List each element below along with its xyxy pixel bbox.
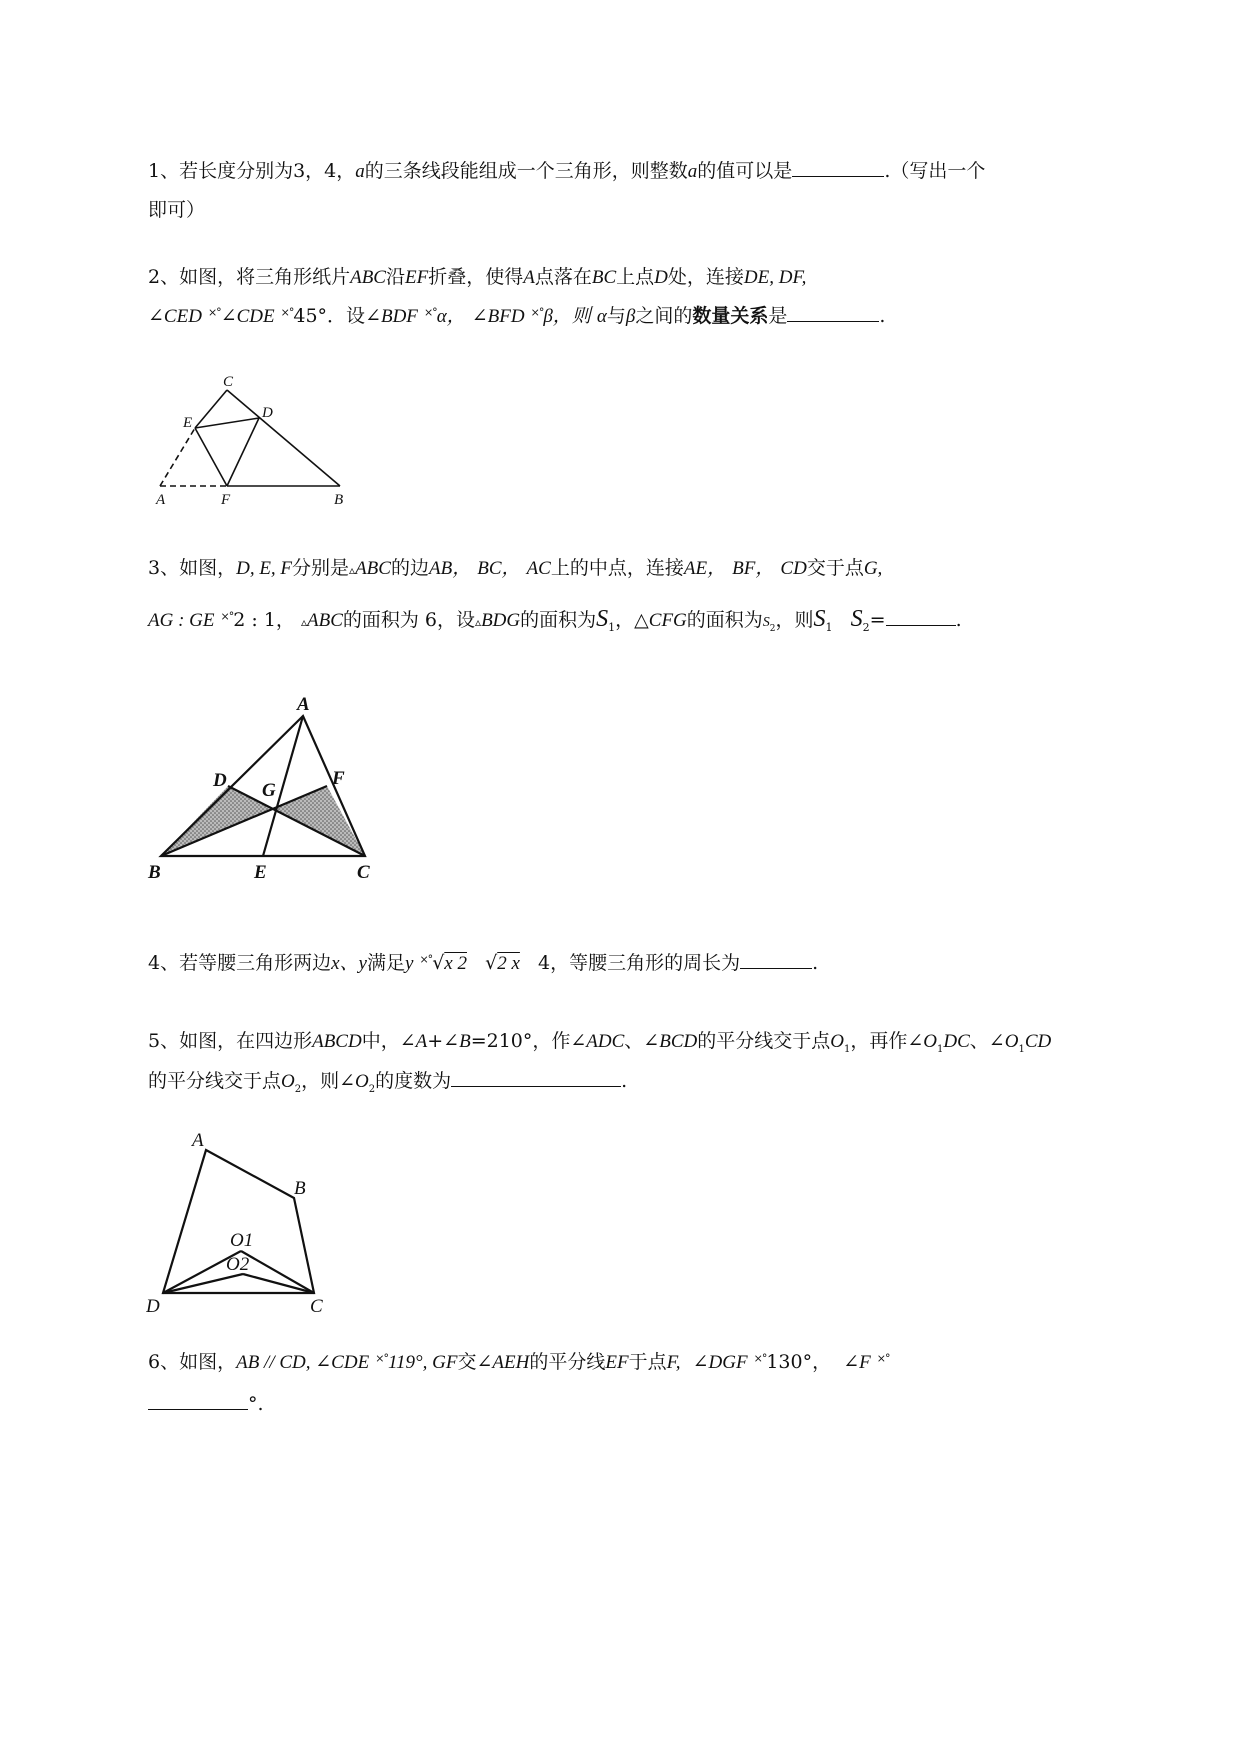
answer-blank[interactable]	[787, 303, 879, 322]
label-o2: O2	[226, 1254, 250, 1275]
question-3-line-2: AG : GE ×°2 : 1， ▵ABC的面积为 6，设▵BDG的面积为$S_1$，△CFG的面积为$S_2$，则$S_1$ $S_2=$ .	[148, 606, 962, 634]
label-f: F	[332, 768, 345, 789]
label-e: E	[254, 862, 267, 883]
segment-df	[227, 418, 259, 486]
answer-blank[interactable]	[740, 950, 812, 969]
segment-ef	[195, 428, 227, 486]
label-d: D	[213, 770, 227, 791]
segment-o2c	[243, 1274, 314, 1293]
answer-blank[interactable]	[792, 158, 884, 177]
question-6-line-2: °.	[148, 1391, 264, 1417]
question-1-line-2: 即可）	[148, 199, 206, 221]
segment-ed	[195, 418, 259, 428]
segment-o1c	[241, 1251, 314, 1293]
question-4-line-1: 4、若等腰三角形两边x、y满足y ×°√x 2 √2 x 4，等腰三角形的周长为 .	[148, 952, 819, 974]
label-a: A	[297, 694, 310, 715]
answer-blank[interactable]	[451, 1068, 621, 1087]
question-6-line-1: 6、如图，AB // CD, ∠CDE ×°119°, GF交∠AEH的平分线EF于点F, ∠DGF ×°130°， ∠F ×°	[148, 1351, 890, 1373]
label-b: B	[334, 492, 344, 508]
answer-blank[interactable]	[148, 1391, 248, 1410]
label-c: C	[310, 1296, 323, 1317]
label-f: F	[221, 492, 231, 508]
label-c: C	[357, 862, 370, 883]
segment-ce	[195, 390, 227, 428]
label-e: E	[183, 415, 193, 431]
label-g: G	[262, 780, 276, 801]
label-d: D	[146, 1296, 160, 1317]
question-2-line-1: 2、如图，将三角形纸片ABC沿EF折叠，使得A点落在BC上点D处，连接DE, DF,	[148, 266, 807, 288]
question-5-line-1: 5、如图，在四边形ABCD中，∠A+∠B=210°，作∠ADC、∠BCD的平分线交于点$O_1$，再作$\angle O_1DC$、$\angle O_1CD$	[148, 1030, 1052, 1055]
question-5-line-2: 的平分线交于点$O_2$，则$\angle O_2$的度数为 .	[148, 1070, 628, 1095]
question-2-line-2: ∠CED ×°∠CDE ×°45°．设∠BDF ×°α， ∠BFD ×°β，则 α与β之间的数量关系是 .	[148, 305, 886, 327]
question-3-line-1: 3、如图，D, E, F分别是▵ABC的边AB， BC， AC上的中点，连接AE， BF， CD交于点G,	[148, 557, 883, 579]
answer-blank[interactable]	[886, 607, 956, 626]
segment-ae-dashed	[160, 428, 195, 486]
question-1-line-1: 1、若长度分别为3，4，a的三条线段能组成一个三角形，则整数a的值可以是 .（写出一个	[148, 160, 986, 182]
label-a: A	[192, 1130, 204, 1151]
segment-cb	[227, 390, 340, 486]
label-d: D	[262, 405, 273, 421]
label-c: C	[223, 374, 234, 390]
shaded-region-cfg	[273, 786, 365, 856]
label-a: A	[156, 492, 166, 508]
figure-5-quadrilateral	[146, 1128, 356, 1318]
figure-2-folded-triangle	[150, 372, 360, 512]
label-b: B	[148, 862, 161, 883]
label-o1: O1	[230, 1230, 254, 1251]
segment-do2	[163, 1274, 243, 1293]
figure-3-triangle-medians	[146, 692, 396, 892]
shaded-region-bdg	[161, 786, 273, 856]
label-b: B	[294, 1178, 306, 1199]
